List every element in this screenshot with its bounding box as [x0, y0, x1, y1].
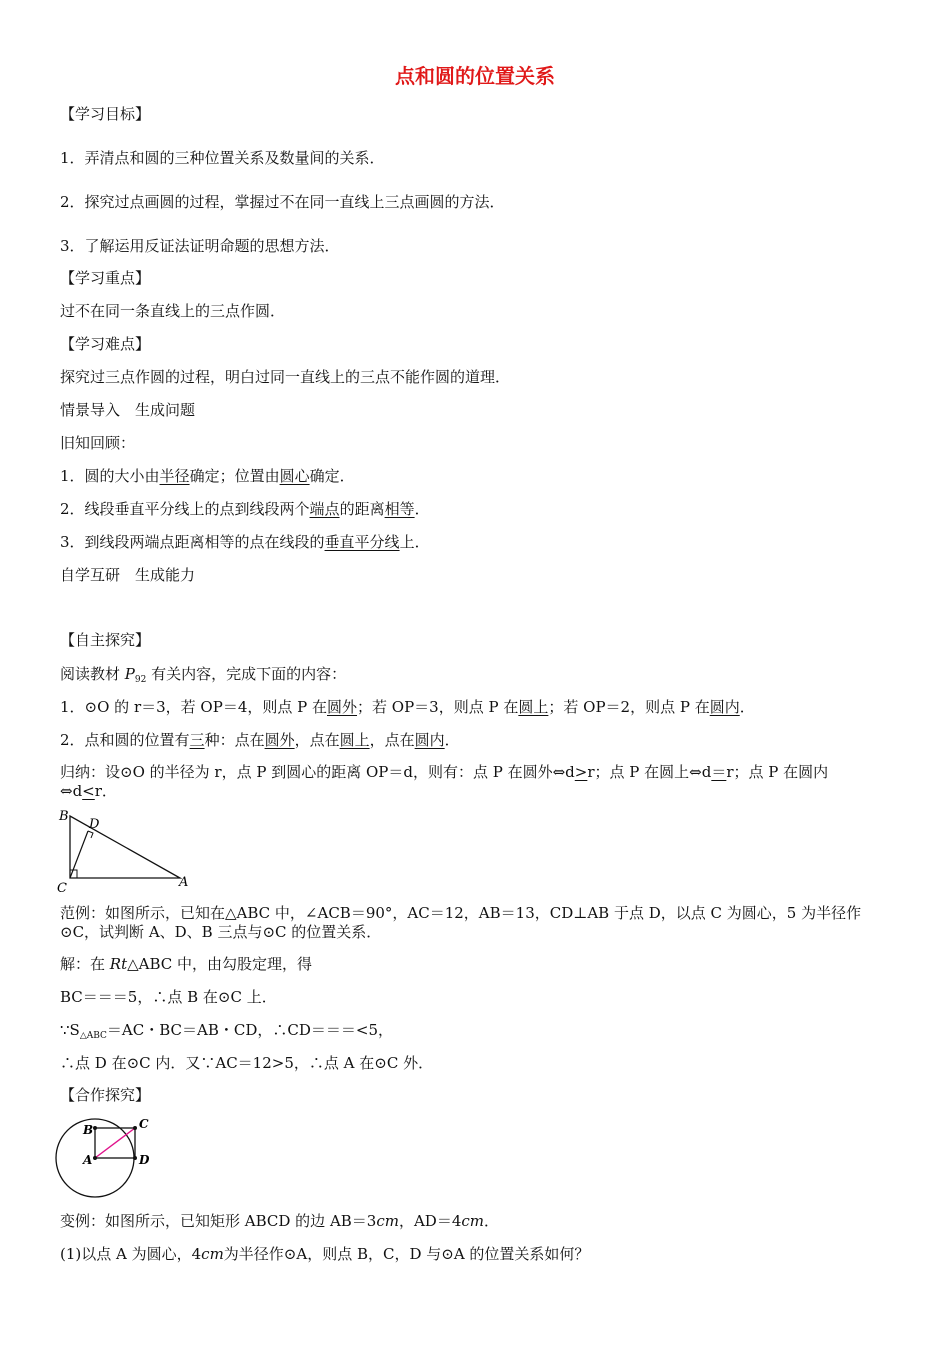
goal-item-3: 3．了解运用反证法证明命题的思想方法． — [60, 237, 340, 255]
point-c — [133, 1126, 137, 1130]
answer-blank: 相等 — [384, 500, 415, 518]
label-c: C — [57, 881, 67, 894]
label-b: B — [59, 809, 69, 824]
right-triangle-figure — [55, 808, 195, 894]
summary-line-2: ⇔d<r． — [60, 782, 117, 800]
focus-text: 过不在同一条直线上的三点作圆． — [60, 302, 286, 320]
section-heading-self: 【自主探究】 — [60, 631, 151, 649]
label-c: C — [139, 1117, 149, 1131]
difficulty-text: 探究过三点作圆的过程，明白过同一直线上的三点不能作圆的道理． — [60, 368, 511, 386]
example-line-2: ⊙C，试判断 A、D、B 三点与⊙C 的位置关系． — [60, 923, 382, 941]
self-study-heading: 自学互研 生成能力 — [60, 566, 196, 584]
section-heading-focus: 【学习重点】 — [60, 269, 151, 287]
summary-line-1: 归纳：设⊙O 的半径为 r，点 P 到圆心的距离 OP＝d，则有：点 P 在圆外⇔d>r；点 P 在圆上⇔d＝r；点 P 在圆内 — [60, 763, 829, 781]
answer-blank: 半径 — [159, 467, 190, 485]
answer-blank: 圆上 — [518, 698, 549, 716]
label-d: D — [139, 1153, 150, 1167]
review-heading: 旧知回顾： — [60, 434, 136, 452]
solution-line-2: BC＝＝＝5，∴点 B 在⊙C 上． — [60, 988, 277, 1006]
variant-question-1: (1)以点 A 为圆心，4cm为半径作⊙A，则点 B，C，D 与⊙A 的位置关系如何？ — [60, 1245, 590, 1263]
section-heading-coop: 【合作探究】 — [60, 1086, 151, 1104]
diagonal-ac — [95, 1128, 135, 1158]
solution-line-1: 解：在 Rt△ABC 中，由勾股定理，得 — [60, 955, 313, 973]
variant-statement: 变例：如图所示，已知矩形 ABCD 的边 AB＝3cm，AD＝4cm． — [60, 1212, 500, 1230]
example-line-1: 范例：如图所示，已知在△ABC 中，∠ACB＝90°，AC＝12，AB＝13，CD⊥AB 于点 D，以点 C 为圆心，5 为半径作 — [60, 904, 862, 922]
right-angle-mark-d — [88, 831, 93, 838]
label-a: A — [179, 875, 189, 890]
label-d: D — [89, 817, 100, 832]
answer-blank: 端点 — [309, 500, 340, 518]
solution-line-3: $\because S_{\triangle ABC}=AC$・BC＝AB・CD，∴CD＝＝＝<5， — [60, 1021, 393, 1041]
goal-item-1: 1．弄清点和圆的三种位置关系及数量间的关系． — [60, 149, 385, 167]
altitude-cd — [70, 831, 88, 878]
answer-blank: 圆外 — [327, 698, 358, 716]
goal-item-2: 2．探究过点画圆的过程，掌握过不在同一直线上三点画圆的方法． — [60, 193, 505, 211]
point-b — [93, 1126, 97, 1130]
question-2: 2．点和圆的位置有三种：点在圆外，点在圆上，点在圆内． — [60, 731, 460, 749]
answer-blank: 三 — [189, 731, 205, 749]
label-b: B — [83, 1123, 94, 1137]
solution-line-4: ∴点 D 在⊙C 内．又∵AC＝12>5，∴点 A 在⊙C 外． — [60, 1054, 434, 1072]
intro-heading: 情景导入 生成问题 — [60, 401, 196, 419]
section-heading-goals: 【学习目标】 — [60, 105, 151, 123]
review-item-3: 3．到线段两端点距离相等的点在线段的垂直平分线上． — [60, 533, 430, 551]
answer-blank: 圆心 — [279, 467, 310, 485]
page-title: 点和圆的位置关系 — [395, 64, 555, 88]
circle-rectangle-figure — [52, 1112, 162, 1202]
answer-blank: 圆上 — [339, 731, 370, 749]
label-a: A — [83, 1153, 93, 1167]
answer-blank: 圆内 — [709, 698, 740, 716]
triangle-abc — [70, 816, 180, 878]
reading-instruction: 阅读教材 $P_{92}$ 有关内容，完成下面的内容： — [60, 665, 347, 685]
answer-blank: 垂直平分线 — [324, 533, 400, 551]
question-1: 1．⊙O 的 r＝3，若 OP＝4，则点 P 在圆外；若 OP＝3，则点 P 在圆上；若 OP＝2，则点 P 在圆内． — [60, 698, 755, 716]
review-item-2: 2．线段垂直平分线上的点到线段两个端点的距离相等． — [60, 500, 430, 518]
point-d — [133, 1156, 137, 1160]
point-a — [93, 1156, 97, 1160]
review-item-1: 1．圆的大小由半径确定；位置由圆心确定． — [60, 467, 355, 485]
answer-blank: 圆外 — [264, 731, 295, 749]
answer-blank: 圆内 — [414, 731, 445, 749]
section-heading-difficulty: 【学习难点】 — [60, 335, 151, 353]
